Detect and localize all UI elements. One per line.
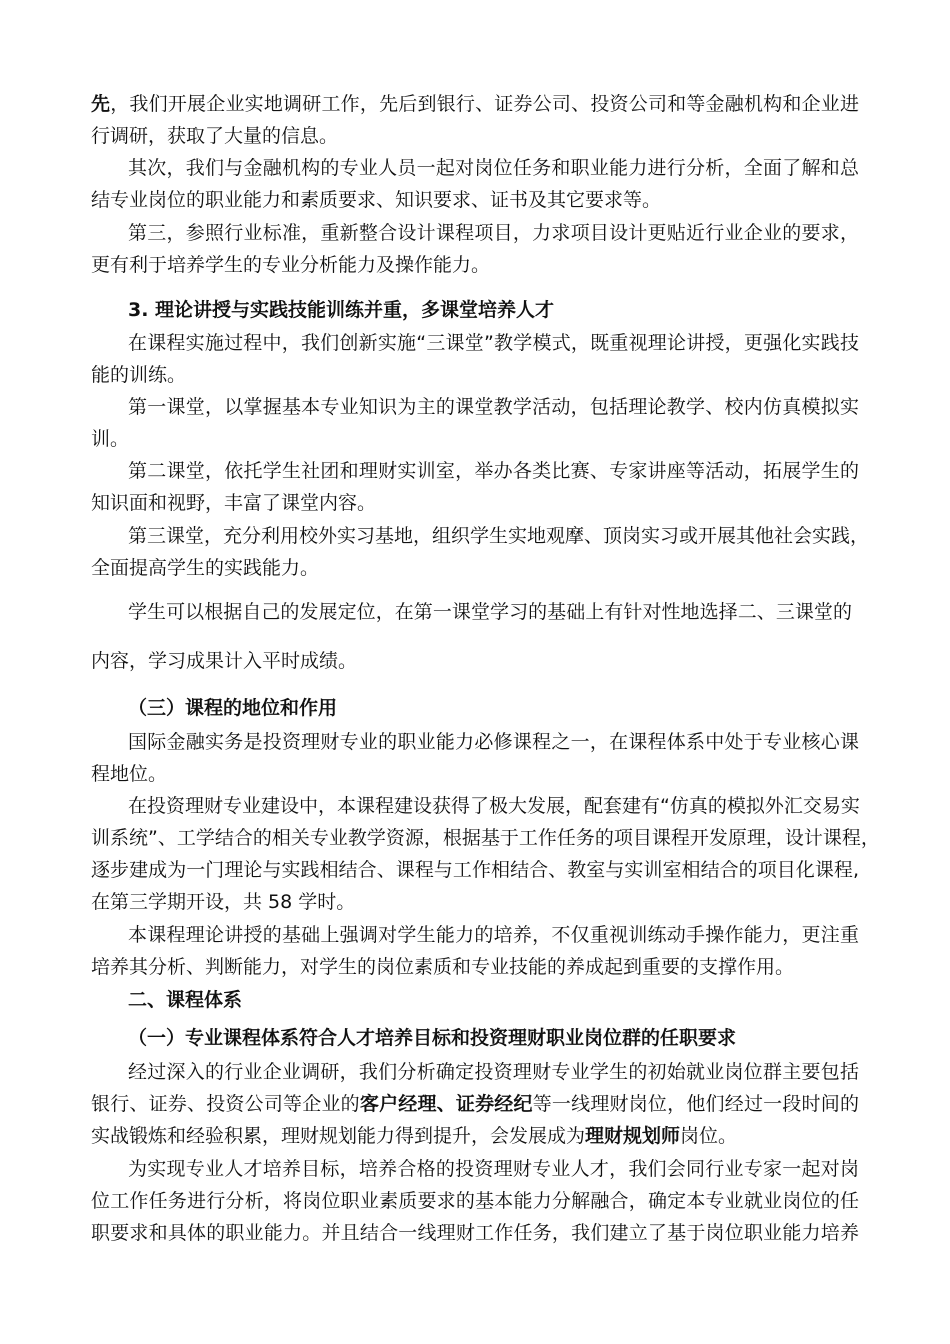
paragraph-line: 内容，学习成果计入平时成绩。 xyxy=(91,650,358,672)
text-span: 职要求和具体的职业能力。 xyxy=(91,1222,322,1244)
paragraph-line xyxy=(91,1088,859,1120)
paragraph-line: 位工作任务进行分析，将岗位职业素质要求的基本能力分解融合，确定本专业就业岗位的任 xyxy=(91,1190,859,1212)
bold-lead: 先 xyxy=(91,93,111,115)
paragraph-line: 在第三学期开设，共 58 学时。 xyxy=(91,891,356,913)
paragraph-line xyxy=(91,1217,859,1249)
bold-term: 理财规划师 xyxy=(585,1125,681,1147)
paragraph-line xyxy=(91,1120,737,1152)
text-span: 等一线理财岗位，他们经过一段时间的 xyxy=(532,1093,859,1115)
paragraph-line: 全面提高学生的实践能力。 xyxy=(91,557,320,579)
paragraph-line: 本课程理论讲授的基础上强调对学生能力的培养，不仅重视训练动手操作能力，更注重 xyxy=(128,924,859,946)
paragraph-line: 知识面和视野，丰富了课堂内容。 xyxy=(91,492,377,514)
paragraph-line: 训。 xyxy=(91,428,130,450)
text-span: 岗位。 xyxy=(680,1125,738,1147)
paragraph-line: 更有利于培养学生的专业分析能力及操作能力。 xyxy=(91,254,491,276)
paragraph-line: 在投资理财专业建设中，本课程建设获得了极大发展，配套建有“仿真的模拟外汇交易实 xyxy=(128,795,860,817)
paragraph-line: 为实现专业人才培养目标，培养合格的投资理财专业人才，我们会同行业专家一起对岗 xyxy=(128,1158,859,1180)
chapter-heading: 二、课程体系 xyxy=(128,989,243,1011)
section-heading: 3. 理论讲授与实践技能训练并重，多课堂培养人才 xyxy=(128,299,555,321)
paragraph-line: 学生可以根据自己的发展定位，在第一课堂学习的基础上有针对性地选择二、三课堂的 xyxy=(128,601,852,623)
bold-term: 客户经理、证券经纪 xyxy=(359,1093,533,1115)
paragraph-line: 其次，我们与金融机构的专业人员一起对岗位任务和职业能力进行分析，全面了解和总 xyxy=(128,157,859,179)
paragraph-line: 第三课堂，充分利用校外实习基地，组织学生实地观摩、顶岗实习或开展其他社会实践， xyxy=(128,525,870,547)
paragraph-line: 能的训练。 xyxy=(91,364,187,386)
paragraph-line: 第二课堂，依托学生社团和理财实训室，举办各类比赛、专家讲座等活动，拓展学生的 xyxy=(128,460,859,482)
paragraph-line: 在课程实施过程中，我们创新实施“三课堂”教学模式，既重视理论讲授，更强化实践技 xyxy=(128,332,859,354)
paragraph-line: 培养其分析、判断能力，对学生的岗位素质和专业技能的养成起到重要的支撑作用。 xyxy=(91,956,795,978)
paragraph-line: 逐步建成为一门理论与实践相结合、课程与工作相结合、教室与实训室相结合的项目化课程, xyxy=(91,859,859,881)
paragraph-line: 国际金融实务是投资理财专业的职业能力必修课程之一，在课程体系中处于专业核心课 xyxy=(128,731,859,753)
paragraph-line: 程地位。 xyxy=(91,763,168,785)
paragraph-line: 行调研，获取了大量的信息。 xyxy=(91,125,339,147)
text-span: ，我们开展企业实地调研工作，先后到银行、证券公司、投资公司和等金融机构和企业进 xyxy=(110,93,859,115)
paragraph-line: 结专业岗位的职业能力和素质要求、知识要求、证书及其它要求等。 xyxy=(91,189,662,211)
text-span: 实战锻炼和经验积累，理财规划能力得到提升，会发展成为 xyxy=(91,1125,586,1147)
paragraph-line: 第一课堂，以掌握基本专业知识为主的课堂教学活动，包括理论教学、校内仿真模拟实 xyxy=(128,396,859,418)
subsection-heading: （三）课程的地位和作用 xyxy=(128,697,338,719)
paragraph-line: 第三，参照行业标准，重新整合设计课程项目，力求项目设计更贴近行业企业的要求， xyxy=(128,222,859,244)
subsection-heading: （一）专业课程体系符合人才培养目标和投资理财职业岗位群的任职要求 xyxy=(128,1027,737,1049)
paragraph-line: 训系统”、工学结合的相关专业教学资源，根据基于工作任务的项目课程开发原理，设计课程， xyxy=(91,827,880,849)
paragraph-line: 经过深入的行业企业调研，我们分析确定投资理财专业学生的初始就业岗位群主要包括 xyxy=(128,1061,859,1083)
text-span: 银行、证券、投资公司等企业的 xyxy=(91,1093,360,1115)
paragraph-line xyxy=(91,88,859,120)
text-span: 并且结合一线理财工作任务，我们建立了基于岗位职业能力培养 xyxy=(321,1222,859,1244)
